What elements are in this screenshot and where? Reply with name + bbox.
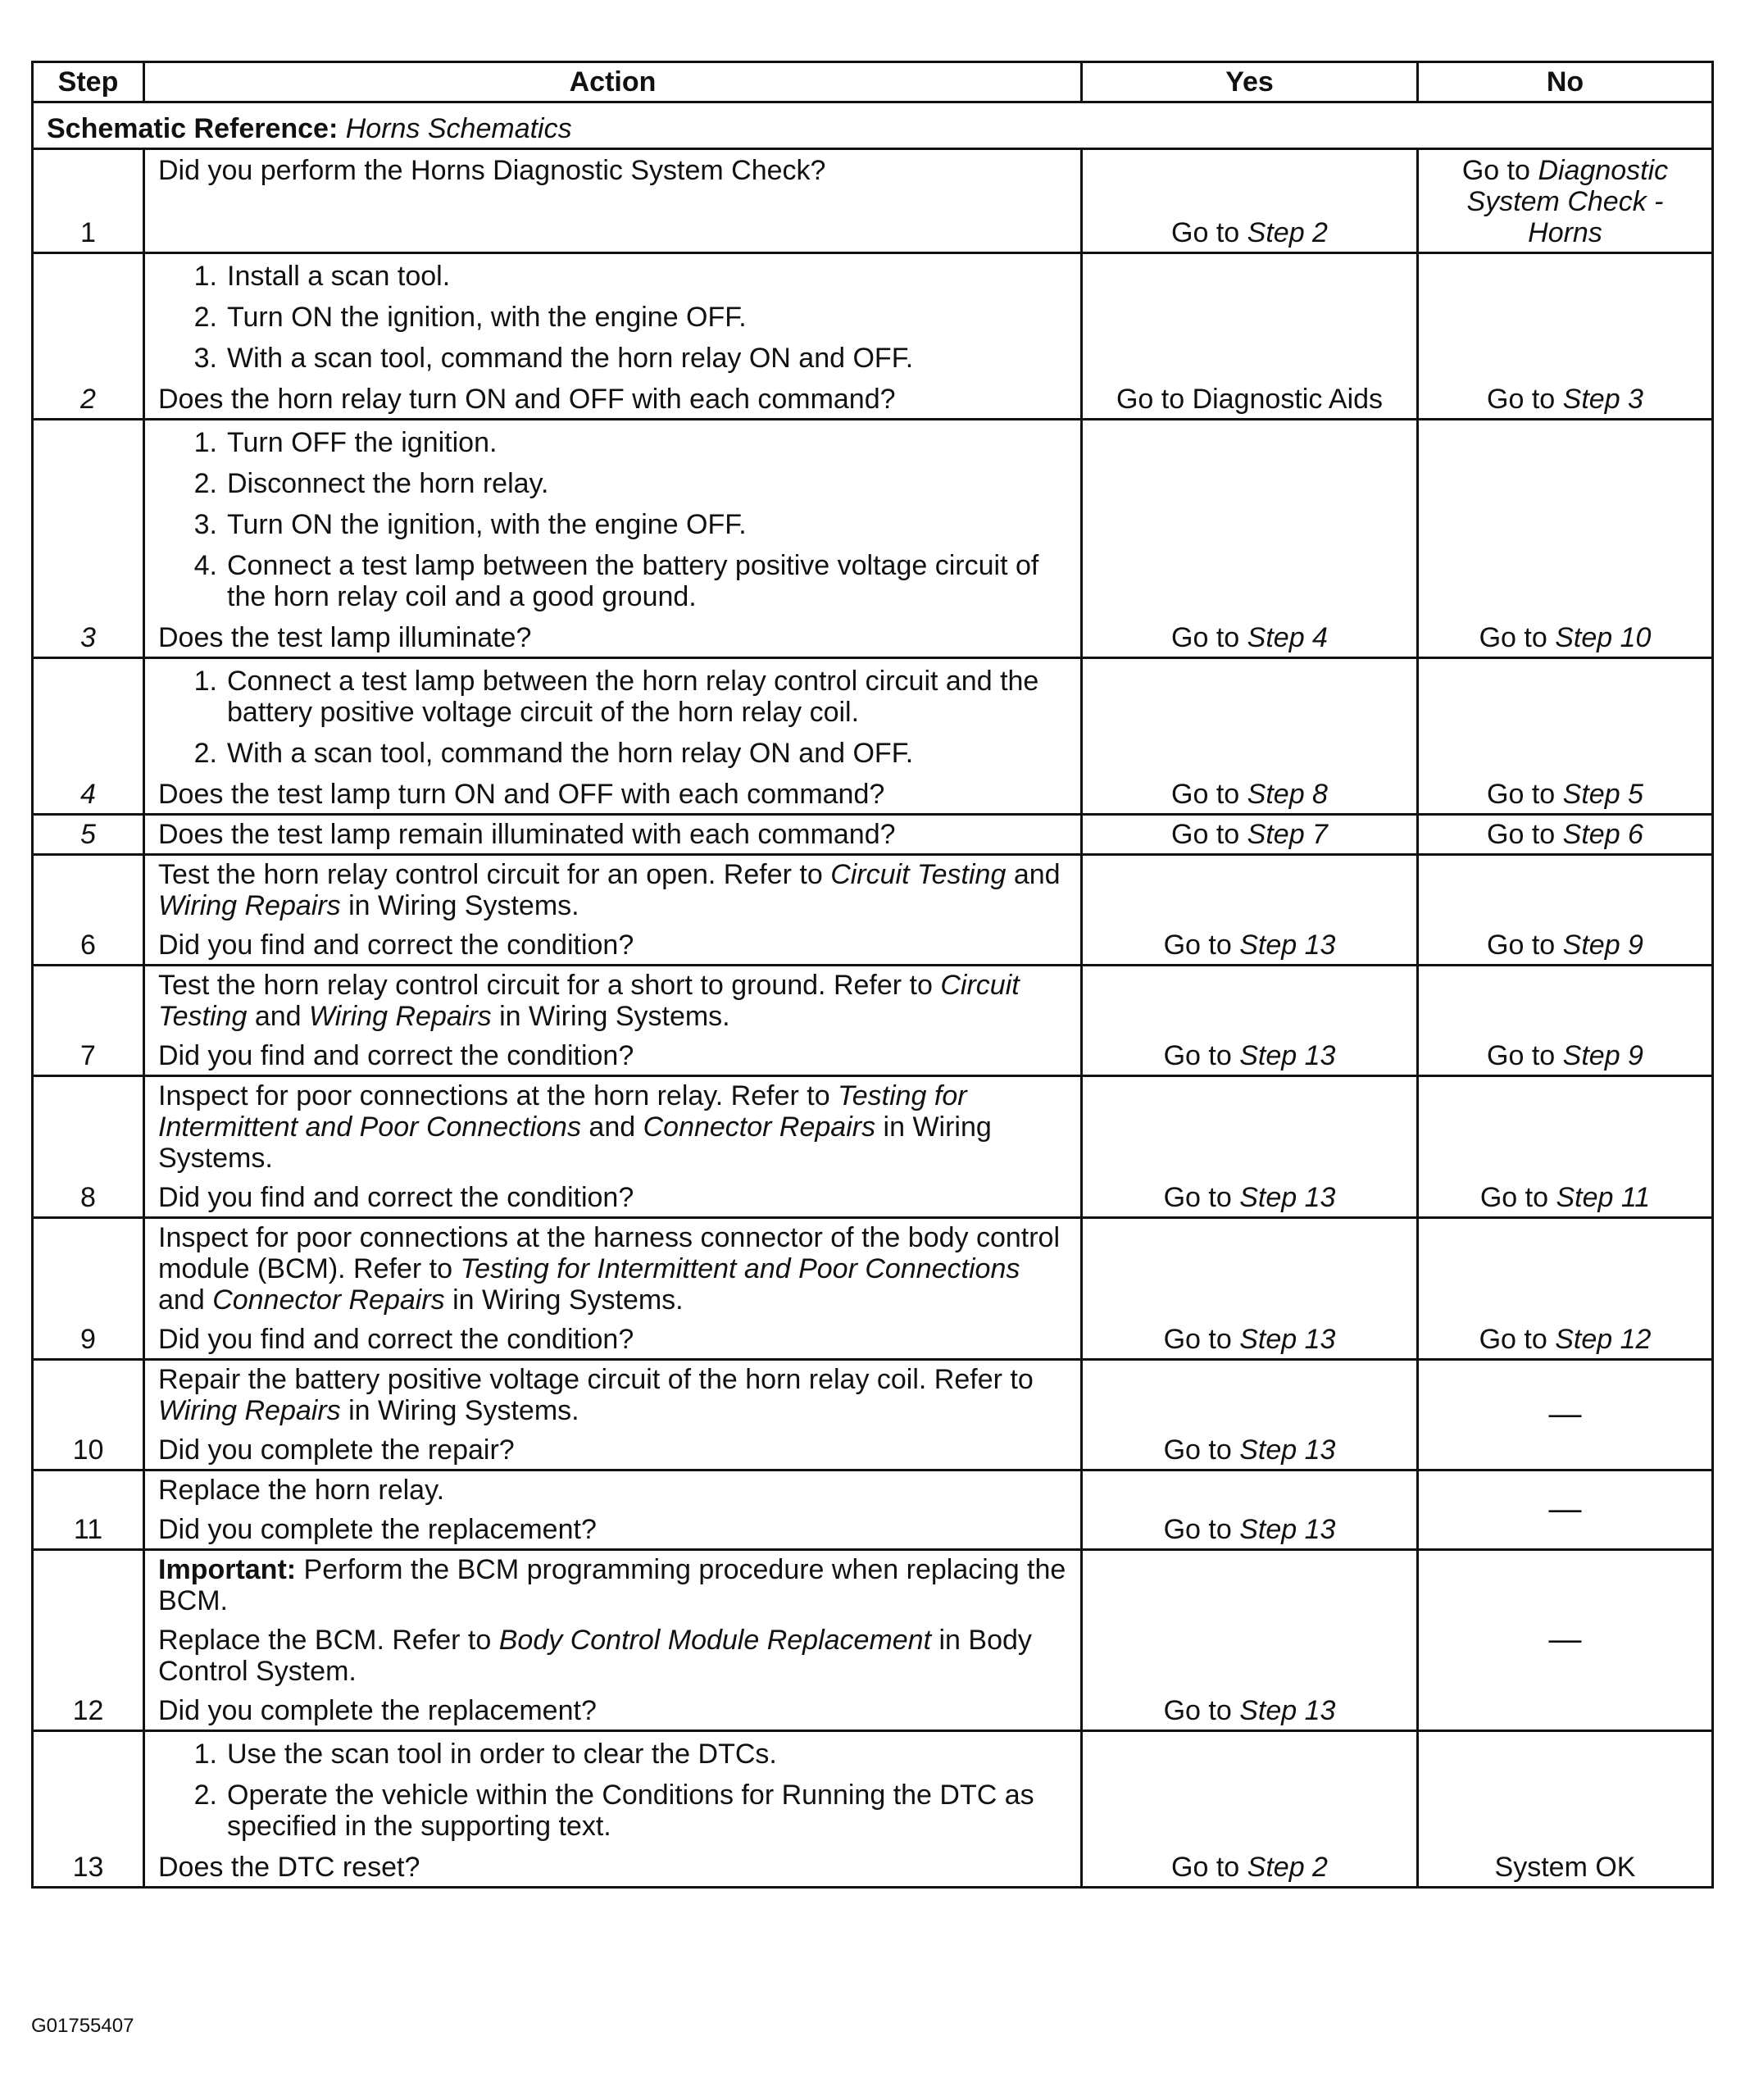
goto-text: Go to xyxy=(1479,1182,1549,1213)
list-item: 1. Install a scan tool. xyxy=(193,261,451,292)
goto-link[interactable]: Step 13 xyxy=(1239,930,1336,961)
question: Did you find and correct the condition? xyxy=(158,1040,634,1071)
instruction: Replace the BCM. Refer to Body Control Module Replacement in Body Control System. xyxy=(158,1625,1032,1687)
instruction: Inspect for poor connections at the harness connector of the body control module (BCM). Refer to Testing for Intermittent and Poor Connections and Connector Repairs in Wiring Systems. xyxy=(158,1222,1061,1316)
goto-link[interactable]: Step 13 xyxy=(1239,1040,1336,1071)
header-yes: Yes xyxy=(1082,62,1418,102)
goto-link[interactable]: Step 2 xyxy=(1247,1852,1328,1883)
reference-link[interactable]: Body Control Module Replacement xyxy=(498,1625,932,1656)
reference-link[interactable]: Wiring Repairs xyxy=(309,1001,492,1032)
goto-link[interactable]: Go to Diagnostic Aids xyxy=(1116,384,1384,415)
table-row xyxy=(33,1550,1713,1731)
list-item: 2. Disconnect the horn relay. xyxy=(193,468,549,499)
step-number: 11 xyxy=(33,1470,144,1550)
instruction: Repair the battery positive voltage circuit of the horn relay coil. Refer to Wiring Repairs in Wiring Systems. xyxy=(158,1364,1034,1426)
yes-cell xyxy=(1082,966,1418,1076)
step-number: 10 xyxy=(33,1360,144,1470)
yes-cell xyxy=(1082,815,1418,855)
goto-text: Go to xyxy=(1163,1514,1232,1545)
goto-text: Go to xyxy=(1487,384,1556,415)
goto-text: Go to xyxy=(1487,779,1556,810)
goto-text: Go to xyxy=(1171,1852,1240,1883)
table-row xyxy=(33,420,1713,658)
list-item: 2. Operate the vehicle within the Conditions for Running the DTC as specified in the supporting text. xyxy=(193,1780,1034,1842)
no-cell xyxy=(1418,658,1713,815)
question: Did you complete the replacement? xyxy=(158,1514,597,1545)
action-cell xyxy=(144,1550,1082,1731)
reference-link[interactable]: Wiring Repairs xyxy=(158,890,341,921)
dash: — xyxy=(1548,1491,1582,1527)
question: Does the test lamp remain illuminated with each command? xyxy=(158,819,896,850)
goto-link[interactable]: Step 13 xyxy=(1239,1434,1336,1466)
goto-text: Go to xyxy=(1487,930,1556,961)
no-cell xyxy=(1418,1218,1713,1360)
dash: — xyxy=(1548,1396,1582,1432)
no-cell xyxy=(1418,1076,1713,1218)
important-note: Important: Perform the BCM programming procedure when replacing the BCM. xyxy=(158,1554,1066,1616)
goto-text: Go to xyxy=(1171,779,1240,810)
no-cell xyxy=(1418,253,1713,420)
action-cell xyxy=(144,253,1082,420)
list-item: 2. Turn ON the ignition, with the engine OFF. xyxy=(193,302,747,333)
table-row xyxy=(33,149,1713,253)
list-item: 3. Turn ON the ignition, with the engine OFF. xyxy=(193,509,747,540)
no-cell xyxy=(1418,855,1713,966)
table-row xyxy=(33,1076,1713,1218)
goto-link[interactable]: Step 6 xyxy=(1562,819,1643,850)
step-number: 7 xyxy=(33,966,144,1076)
step-number: 12 xyxy=(33,1550,144,1731)
action-cell xyxy=(144,1731,1082,1888)
list-item: 3. With a scan tool, command the horn relay ON and OFF. xyxy=(193,343,914,374)
yes-cell xyxy=(1082,149,1418,253)
action-list xyxy=(158,427,1067,612)
action-cell xyxy=(144,1360,1082,1470)
goto-text: Go to xyxy=(1163,1040,1232,1071)
list-item: 1. Connect a test lamp between the horn relay control circuit and the battery positive voltage circuit of the horn relay coil. xyxy=(193,666,1039,728)
yes-cell xyxy=(1082,1218,1418,1360)
table-row xyxy=(33,658,1713,815)
goto-text: Go to xyxy=(1171,622,1240,653)
action-list xyxy=(158,666,1067,769)
goto-text: Go to xyxy=(1461,155,1530,186)
schematic-label: Schematic Reference: xyxy=(47,113,339,144)
goto-link[interactable]: Step 12 xyxy=(1555,1324,1652,1355)
question: Did you complete the replacement? xyxy=(158,1695,597,1726)
question: Does the test lamp illuminate? xyxy=(158,622,532,653)
action-cell xyxy=(144,1218,1082,1360)
table-row xyxy=(33,1470,1713,1550)
question: Did you complete the repair? xyxy=(158,1434,515,1466)
goto-text: Go to xyxy=(1479,622,1547,653)
table-row xyxy=(33,1218,1713,1360)
header-row xyxy=(33,62,1713,102)
schematic-row xyxy=(33,102,1713,149)
table-row xyxy=(33,855,1713,966)
goto-text: Go to xyxy=(1163,1695,1232,1726)
no-cell xyxy=(1418,149,1713,253)
no-cell xyxy=(1418,1731,1713,1888)
question: Did you find and correct the condition? xyxy=(158,930,634,961)
question: Did you find and correct the condition? xyxy=(158,1182,634,1213)
action-cell xyxy=(144,966,1082,1076)
list-item: 2. With a scan tool, command the horn relay ON and OFF. xyxy=(193,738,914,769)
yes-cell xyxy=(1082,1470,1418,1550)
goto-text: Go to xyxy=(1163,1182,1232,1213)
goto-link[interactable]: Step 9 xyxy=(1562,1040,1643,1071)
reference-link[interactable]: Testing for Intermittent and Poor Connections xyxy=(460,1253,1020,1284)
goto-link[interactable]: Step 13 xyxy=(1239,1514,1336,1545)
action-cell xyxy=(144,149,1082,253)
step-number: 6 xyxy=(33,855,144,966)
action-list xyxy=(158,261,1067,374)
reference-link[interactable]: Connector Repairs xyxy=(212,1284,445,1316)
question: Does the horn relay turn ON and OFF with each command? xyxy=(158,384,896,415)
table-row xyxy=(33,815,1713,855)
diagnostic-table xyxy=(31,61,1714,1889)
goto-link[interactable]: Diagnostic System Check - Horns xyxy=(1466,155,1669,248)
goto-link[interactable]: Step 13 xyxy=(1239,1695,1336,1726)
no-cell xyxy=(1418,815,1713,855)
goto-text: Go to xyxy=(1479,1324,1547,1355)
step-number: 3 xyxy=(33,420,144,658)
figure-id: G01755407 xyxy=(31,2015,134,2037)
header-step: Step xyxy=(33,62,144,102)
goto-link[interactable]: Step 3 xyxy=(1562,384,1643,415)
instruction: Test the horn relay control circuit for a short to ground. Refer to Circuit Testing and Wiring Repairs in Wiring Systems. xyxy=(158,970,1020,1032)
action-cell xyxy=(144,658,1082,815)
no-cell xyxy=(1418,420,1713,658)
diagnostic-table-sheet xyxy=(31,61,1711,1889)
question: Does the DTC reset? xyxy=(158,1852,420,1883)
table-row xyxy=(33,1360,1713,1470)
step-number: 2 xyxy=(33,253,144,420)
goto-link[interactable]: Step 2 xyxy=(1247,217,1328,248)
reference-link[interactable]: Circuit Testing xyxy=(830,859,1007,890)
yes-cell xyxy=(1082,1550,1418,1731)
list-item: 4. Connect a test lamp between the battery positive voltage circuit of the horn relay coil and a good ground. xyxy=(193,550,1039,612)
table-row xyxy=(33,253,1713,420)
goto-link[interactable]: Step 7 xyxy=(1247,819,1328,850)
question: Does the test lamp turn ON and OFF with each command? xyxy=(158,779,885,810)
goto-link[interactable]: Step 13 xyxy=(1239,1182,1336,1213)
instruction: Replace the horn relay. xyxy=(158,1475,445,1506)
action-cell xyxy=(144,855,1082,966)
header-no: No xyxy=(1418,62,1713,102)
instruction: Test the horn relay control circuit for an open. Refer to Circuit Testing and Wiring Repairs in Wiring Systems. xyxy=(158,859,1061,921)
no-cell xyxy=(1418,1550,1713,1731)
step-number: 13 xyxy=(33,1731,144,1888)
step-number: 8 xyxy=(33,1076,144,1218)
dash: — xyxy=(1548,1621,1582,1657)
no-cell xyxy=(1418,966,1713,1076)
table-row xyxy=(33,1731,1713,1888)
yes-cell xyxy=(1082,1731,1418,1888)
yes-cell xyxy=(1082,658,1418,815)
yes-cell xyxy=(1082,855,1418,966)
goto-text: Go to xyxy=(1487,1040,1556,1071)
list-item: 1. Use the scan tool in order to clear the DTCs. xyxy=(193,1739,777,1770)
result-text: System OK xyxy=(1494,1852,1636,1883)
goto-link[interactable]: Step 10 xyxy=(1555,622,1652,653)
yes-cell xyxy=(1082,1076,1418,1218)
goto-link[interactable]: Step 4 xyxy=(1247,622,1328,653)
goto-text: Go to xyxy=(1163,930,1232,961)
goto-link[interactable]: Step 8 xyxy=(1247,779,1328,810)
question: Did you perform the Horns Diagnostic System Check? xyxy=(158,155,826,186)
action-cell xyxy=(144,420,1082,658)
schematic-link[interactable]: Horns Schematics xyxy=(345,113,572,144)
reference-link[interactable]: Connector Repairs xyxy=(643,1111,876,1143)
yes-cell xyxy=(1082,253,1418,420)
goto-text: Go to xyxy=(1171,217,1240,248)
yes-cell xyxy=(1082,1360,1418,1470)
goto-link[interactable]: Step 9 xyxy=(1562,930,1643,961)
header-action: Action xyxy=(144,62,1082,102)
no-cell xyxy=(1418,1470,1713,1550)
reference-link[interactable]: Testing for Intermittent and Poor Connections xyxy=(158,1080,967,1143)
goto-link[interactable]: Step 11 xyxy=(1556,1182,1651,1213)
goto-link[interactable]: Step 13 xyxy=(1239,1324,1336,1355)
action-cell xyxy=(144,1470,1082,1550)
goto-text: Go to xyxy=(1163,1324,1232,1355)
goto-link[interactable]: Step 5 xyxy=(1562,779,1643,810)
yes-cell xyxy=(1082,420,1418,658)
goto-text: Go to xyxy=(1487,819,1556,850)
step-number: 5 xyxy=(33,815,144,855)
reference-link[interactable]: Wiring Repairs xyxy=(158,1395,341,1426)
schematic-reference xyxy=(33,102,1713,149)
action-cell xyxy=(144,815,1082,855)
list-item: 1. Turn OFF the ignition. xyxy=(193,427,498,458)
action-cell xyxy=(144,1076,1082,1218)
step-number: 1 xyxy=(33,149,144,253)
no-cell xyxy=(1418,1360,1713,1470)
step-number: 4 xyxy=(33,658,144,815)
goto-text: Go to xyxy=(1163,1434,1232,1466)
goto-text: Go to xyxy=(1171,819,1240,850)
question: Did you find and correct the condition? xyxy=(158,1324,634,1355)
table-row xyxy=(33,966,1713,1076)
step-number: 9 xyxy=(33,1218,144,1360)
action-list xyxy=(158,1739,1067,1842)
instruction: Inspect for poor connections at the horn relay. Refer to Testing for Intermittent and Poor Connections and Connector Repairs in Wiring Systems. xyxy=(158,1080,992,1174)
reference-link[interactable]: Circuit Testing xyxy=(158,970,1020,1032)
